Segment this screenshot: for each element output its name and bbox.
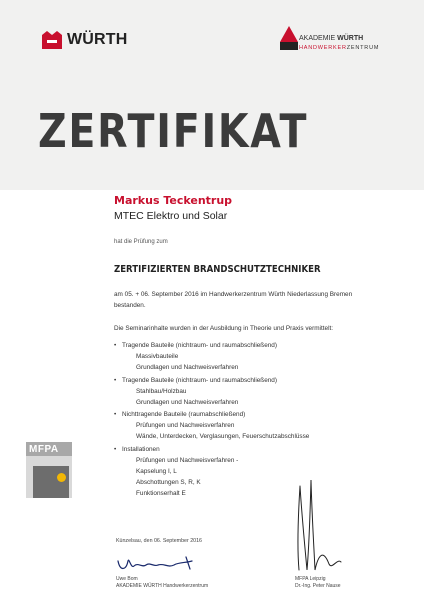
recipient-company: MTEC Elektro und Solar: [114, 210, 228, 222]
akademie-logo-line: AKADEMIE WÜRTH: [299, 35, 364, 42]
bullet-icon: •: [114, 446, 117, 453]
signature-right: [285, 478, 345, 574]
module-subitem: Wände, Unterdecken, Verglasungen, Feuerschutzabschlüsse: [136, 433, 310, 440]
module-subitem: Stahlbau/Holzbau: [136, 388, 187, 395]
bullet-icon: •: [114, 342, 117, 349]
signer-left: [116, 576, 208, 590]
signer-right: [295, 576, 341, 590]
module-item: [114, 340, 277, 373]
signer-left-name: Uwe Bom: [116, 576, 138, 582]
bullet-icon: •: [114, 377, 117, 384]
signature-left: [116, 553, 196, 575]
module-title: Installationen: [122, 446, 160, 453]
passed-text: am 05. + 06. September 2016 im Handwerkerzentrum Würth Niederlassung Bremen bestanden.: [114, 291, 353, 309]
akademie-wuerth-logo: [280, 26, 390, 56]
module-item: [114, 409, 309, 442]
module-title: Tragende Bauteile (nichtraum- und raumabschließend): [122, 342, 277, 349]
signer-right-org: MFPA Leipzig: [295, 576, 326, 582]
wuerth-logo-icon: [42, 31, 62, 49]
module-subitem: Massivbauteile: [136, 353, 179, 360]
mfpa-logo-dot: [57, 473, 66, 482]
mfpa-logo-text: MFPA: [29, 444, 59, 455]
contents-intro: Die Seminarinhalte wurden in der Ausbildung in Theorie und Praxis vermittelt:: [114, 325, 334, 332]
mfpa-logo: [26, 442, 72, 498]
module-title: Nichttragende Bauteile (raumabschließend): [122, 411, 246, 418]
module-item: [114, 444, 238, 499]
wuerth-logo: [42, 30, 128, 50]
place-date: Künzelsau, den 06. September 2016: [116, 538, 202, 544]
module-subitem: Prüfungen und Nachweisverfahren -: [136, 457, 239, 464]
signer-left-org: AKADEMIE WÜRTH Handwerkerzentrum: [116, 583, 209, 589]
qualification-title: ZERTIFIZIERTEN BRANDSCHUTZTECHNIKER: [114, 264, 321, 275]
module-title: Tragende Bauteile (nichtraum- und raumabschließend): [122, 377, 277, 384]
intro-text: hat die Prüfung zum: [114, 239, 168, 245]
module-subitem: Funktionserhalt E: [136, 490, 186, 497]
certificate-title: ZERTIFIKAT: [38, 104, 309, 158]
module-subitem: Prüfungen und Nachweisverfahren: [136, 422, 235, 429]
bullet-icon: •: [114, 411, 117, 418]
signer-right-name: Dr.-Ing. Peter Nause: [295, 583, 341, 589]
module-subitem: Grundlagen und Nachweisverfahren: [136, 364, 239, 371]
module-item: [114, 375, 277, 408]
akademie-logo-subline: HANDWERKERZENTRUM: [299, 45, 380, 51]
module-subitem: Grundlagen und Nachweisverfahren: [136, 399, 239, 406]
recipient-name: Markus Teckentrup: [114, 194, 233, 207]
module-subitem: Abschottungen S, R, K: [136, 479, 201, 486]
module-subitem: Kapselung I, L: [136, 468, 177, 475]
akademie-logo-icon: [280, 26, 298, 52]
wuerth-logo-text: WÜRTH: [67, 31, 128, 48]
